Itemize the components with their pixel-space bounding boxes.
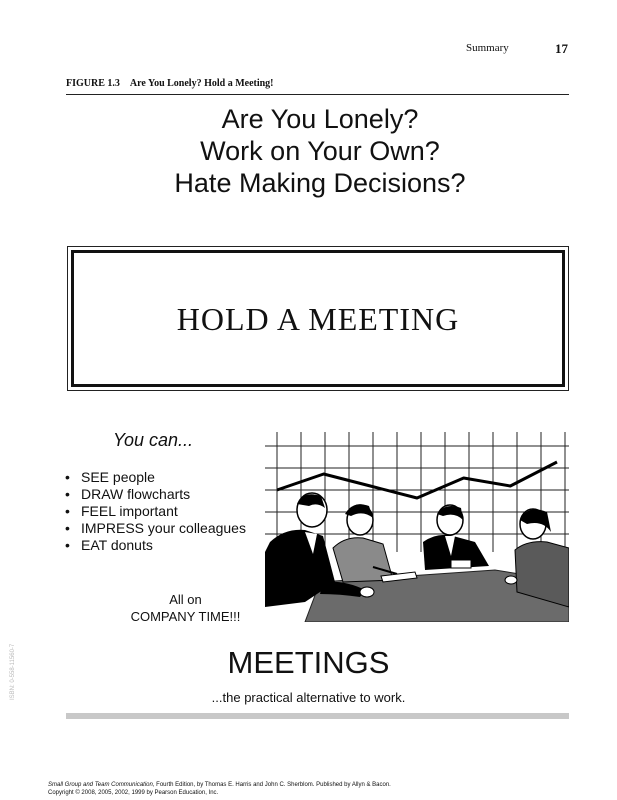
you-can-heading: You can...: [113, 430, 194, 450]
book-title: Small Group and Team Communication,: [48, 782, 155, 788]
bullet-icon: •: [65, 486, 70, 502]
bullet-icon: •: [65, 520, 70, 536]
page-number: 17: [555, 41, 568, 56]
footer-line-1: [48, 781, 391, 789]
list-item: • SEE people: [65, 469, 155, 485]
list-item: • DRAW flowcharts: [65, 486, 191, 502]
trend-line: [277, 462, 557, 498]
gray-divider-bar: [66, 713, 569, 719]
figure-title: Are You Lonely? Hold a Meeting!: [129, 78, 274, 89]
footer-line-2: Copyright © 2008, 2005, 2002, 1999 by Pearson Education, Inc.: [48, 790, 219, 796]
company-time-line-2: COMPANY TIME!!!: [130, 609, 241, 624]
footer-line-1-rest: Fourth Edition, by Thomas E. Harris and John C. Sherblom. Published by Allyn & Bacon.: [154, 782, 391, 788]
figure-label: FIGURE 1.3: [66, 78, 120, 89]
meetings-title: MEETINGS: [227, 645, 390, 680]
headline-line-2: Work on Your Own?: [200, 136, 440, 166]
benefit-list: [65, 469, 246, 554]
bullet-icon: •: [65, 537, 70, 553]
headline-line-3: Hate Making Decisions?: [174, 168, 466, 198]
headline-line-1: Are You Lonely?: [221, 104, 419, 134]
copyright-footer: [48, 781, 391, 797]
list-item: • EAT donuts: [65, 537, 153, 553]
hold-meeting-text: HOLD A MEETING: [176, 301, 460, 337]
list-item: • FEEL important: [65, 503, 178, 519]
hold-meeting-box-inner-frame: [71, 250, 565, 387]
headline: [100, 103, 540, 199]
person-center: [423, 505, 489, 570]
running-head-title: Summary: [466, 42, 509, 54]
running-head: [0, 41, 617, 57]
isbn-side-code: ISBN: 0-558-11560-7: [10, 643, 16, 700]
bullet-icon: •: [65, 503, 70, 519]
caption-rule: [66, 94, 569, 95]
company-time-line-1: All on: [169, 592, 202, 607]
hold-meeting-box: [67, 246, 569, 391]
tagline: ...the practical alternative to work.: [211, 690, 406, 705]
person-center-left: [333, 504, 397, 582]
bullet-icon: •: [65, 469, 70, 485]
company-time-note: [108, 591, 263, 625]
figure-caption: [66, 78, 569, 89]
business-meeting-with-line-chart-icon: [265, 432, 569, 622]
list-item: • IMPRESS your colleagues: [65, 520, 246, 536]
